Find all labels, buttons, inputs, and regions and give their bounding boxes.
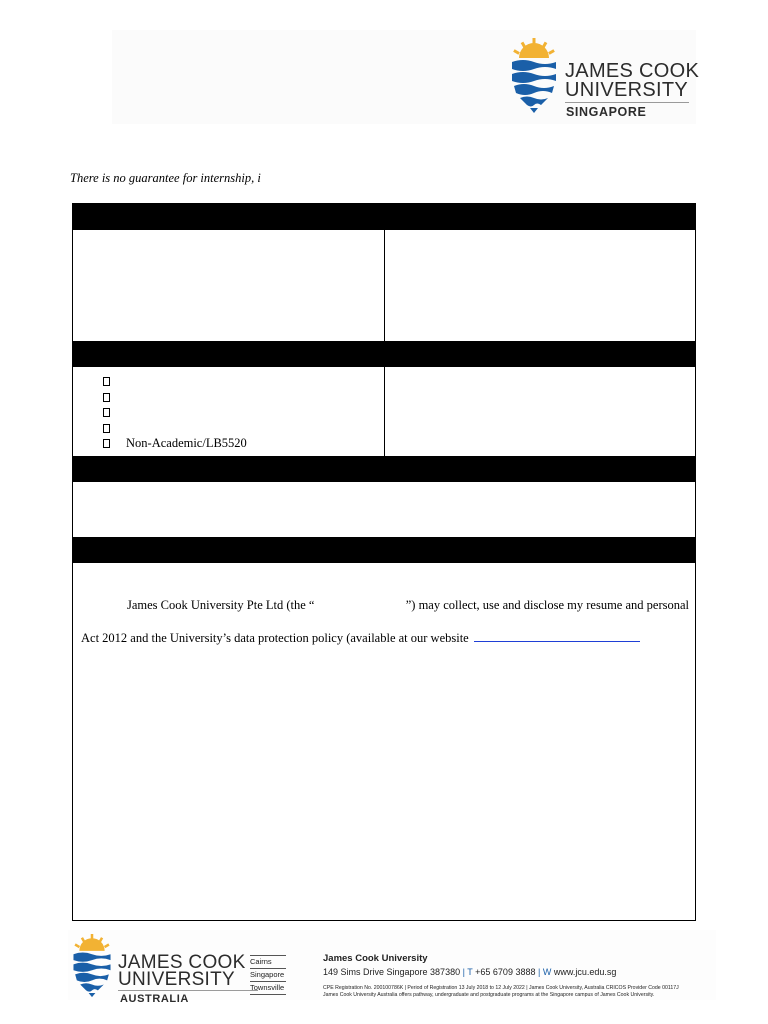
consent-line2: Act 2012 and the University’s data protection policy (available at our website xyxy=(81,629,640,646)
programme-checklist xyxy=(103,374,247,452)
jcu-singapore-logo xyxy=(511,38,699,119)
checkbox-icon[interactable] xyxy=(103,377,110,386)
address: 149 Sims Drive Singapore 387380 xyxy=(323,967,461,977)
footer-logo-divider xyxy=(118,990,258,991)
campus-item: Singapore xyxy=(250,970,285,979)
internship-note: There is no guarantee for internship, i xyxy=(70,171,261,185)
campus-item: Townsville xyxy=(250,981,286,995)
logo-title-line2: UNIVERSITY xyxy=(565,79,689,101)
sun-waves-logo-icon xyxy=(72,934,112,998)
section-header-bar-1 xyxy=(73,204,695,230)
footer-contact xyxy=(323,953,679,999)
checkbox-icon[interactable] xyxy=(103,393,110,402)
checklist-item[interactable] xyxy=(103,421,247,437)
checklist-item[interactable] xyxy=(103,405,247,421)
section-header-bar-3 xyxy=(73,456,695,482)
logo-divider xyxy=(565,102,689,103)
contact-details: 149 Sims Drive Singapore 387380 | T +65 6709 3888 | W www.jcu.edu.sg xyxy=(323,967,617,977)
column-divider-1 xyxy=(384,230,385,341)
checkbox-icon[interactable] xyxy=(103,439,110,448)
consent-line1-start: James Cook University Pte Ltd (the “ xyxy=(127,598,315,612)
jcu-australia-logo xyxy=(72,934,258,1005)
section-header-bar-4 xyxy=(73,537,695,563)
registration-line1: CPE Registration No. 200100786K | Period of Registration 13 July 2018 to 12 July 2022 | James Cook University, Australia CRICOS Provider Code 00117J xyxy=(323,985,679,991)
footer-logo-country: AUSTRALIA xyxy=(120,993,189,1005)
logo-campus-name: SINGAPORE xyxy=(566,105,647,119)
checkbox-icon[interactable] xyxy=(103,424,110,433)
sun-waves-logo-icon xyxy=(511,38,557,114)
registration-line2: James Cook University Australia offers pathway, undergraduate and postgraduate programs at the Singapore campus of James Cook University. xyxy=(323,992,655,998)
footer-logo-title-line1: JAMES COOK xyxy=(118,952,246,973)
application-form-table xyxy=(72,203,696,921)
university-name: James Cook University xyxy=(323,953,428,964)
footer-logo-title-line2: UNIVERSITY xyxy=(118,969,236,990)
campus-item: Cairns xyxy=(250,955,286,968)
phone: +65 6709 3888 xyxy=(475,967,536,977)
checkbox-icon[interactable] xyxy=(103,408,110,417)
checklist-item[interactable]: Non-Academic/LB5520 xyxy=(103,436,247,452)
checklist-item[interactable] xyxy=(103,390,247,406)
checklist-item[interactable] xyxy=(103,374,247,390)
logo-title-line1: JAMES COOK xyxy=(565,60,700,82)
website[interactable]: www.jcu.edu.sg xyxy=(553,967,617,977)
website-link[interactable] xyxy=(474,629,640,642)
consent-line1-end: ”) may collect, use and disclose my resume and personal xyxy=(405,598,689,612)
column-divider-2 xyxy=(384,367,385,456)
campus-list xyxy=(250,955,286,995)
section-header-bar-2 xyxy=(73,341,695,367)
